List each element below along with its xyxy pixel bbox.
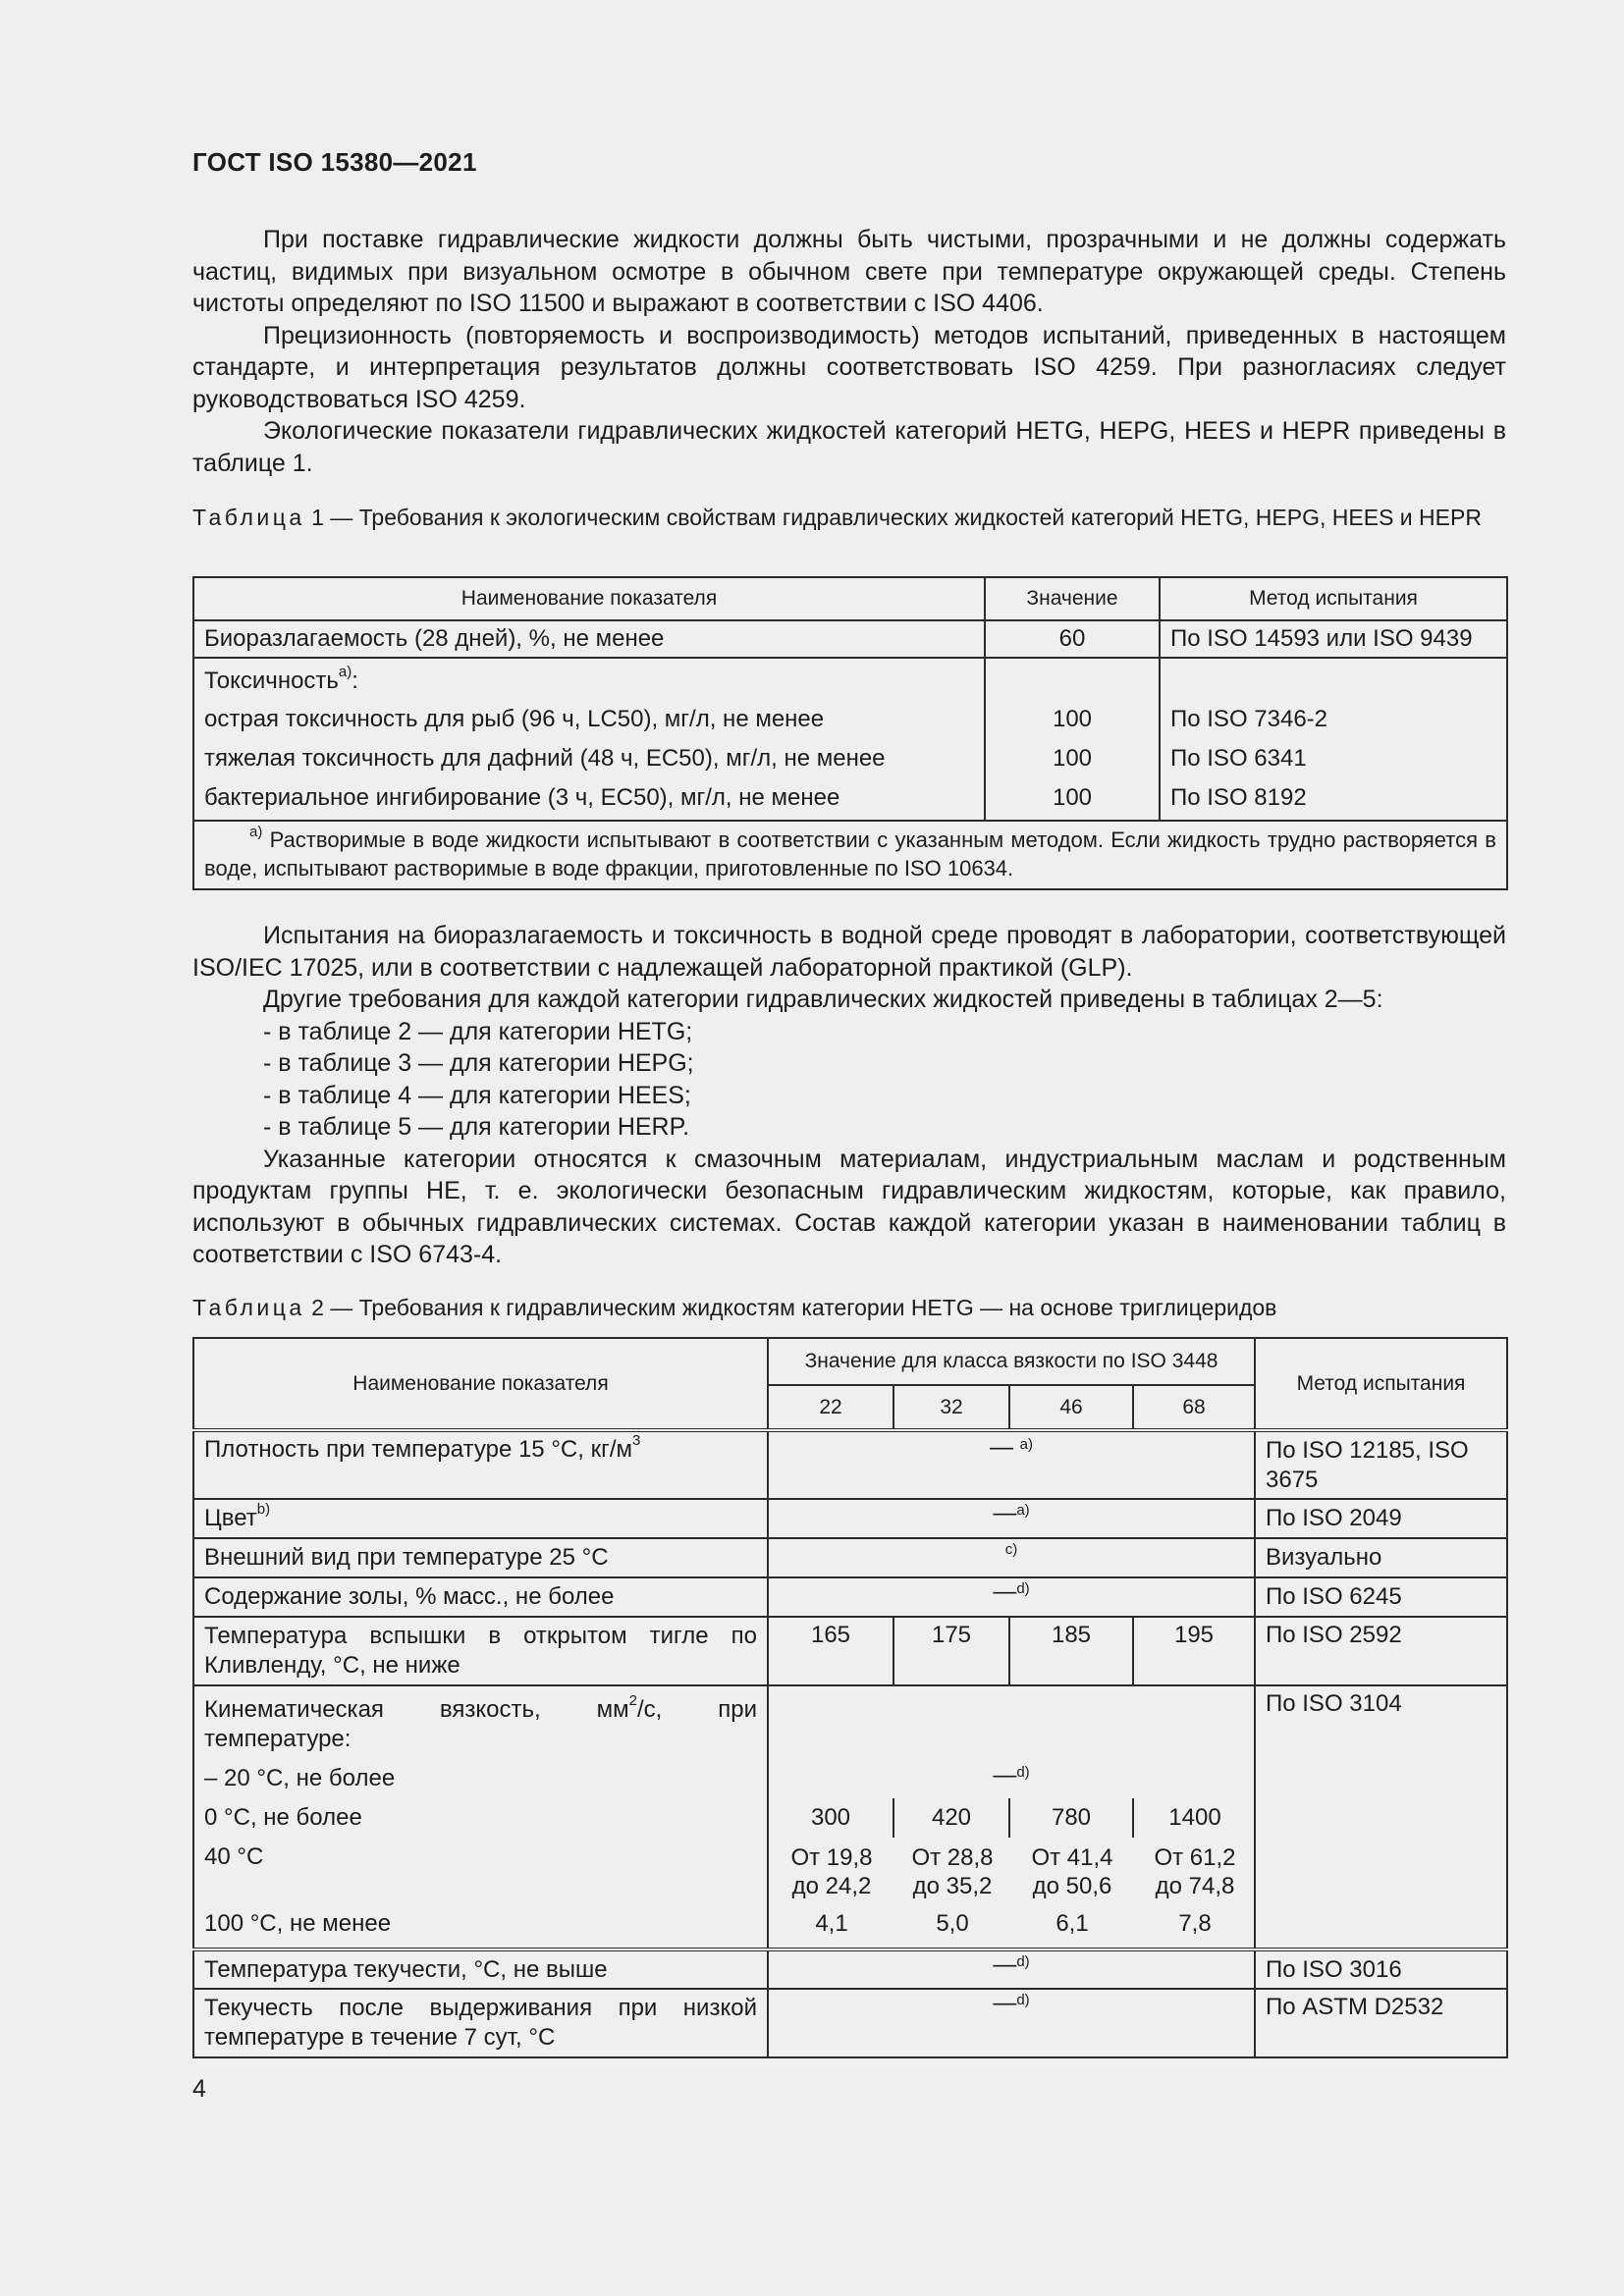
header-method: Метод испытания: [1160, 577, 1507, 620]
list-item: - в таблице 4 — для категории HEES;: [263, 1081, 691, 1109]
table-2: [192, 1337, 1508, 2058]
paragraph: Указанные категории относятся к смазочным материалам, индустриальным маслам и родственным продуктам группы НЕ, т. е. экологически безопасным гидравлическим жидкостям, которые, как правило, используют в обычных гидравлических системах. Состав каждой категории указан в наименовании таблиц в соответствии с ISO 6743-4.: [192, 1145, 1506, 1268]
cell-method-group: [1160, 658, 1507, 821]
viscosity-values: [768, 1685, 1255, 1949]
cell-method: По ISO 2592: [1255, 1617, 1507, 1685]
color-label: Цвет: [204, 1505, 257, 1531]
visc-40-value: [769, 1838, 894, 1904]
note-mark: d): [1016, 1992, 1030, 2008]
table1-footnote: [193, 821, 1507, 889]
cell-name: Температура текучести, °С, не выше: [193, 1949, 768, 1989]
tox-row-value: 100: [1052, 706, 1093, 732]
cell-name-group: [193, 1685, 768, 1949]
document-header: ГОСТ ISO 15380—2021: [192, 147, 477, 177]
cell-value: [768, 1577, 1255, 1617]
table-footnote-row: [193, 821, 1507, 889]
tox-row-method: По ISO 8192: [1170, 784, 1307, 811]
paragraph: Другие требования для каждой категории гидравлических жидкостей приведены в таблицах 2—5:: [263, 986, 1383, 1013]
paragraph: Прецизионность (повторяемость и воспроизводимость) методов испытаний, приведенных в настоящем стандарте, и интерпретация результатов должны соответствовать ISO 4259. При разногласиях следует руководствоваться ISO 4259.: [192, 321, 1506, 413]
paragraph: Испытания на биоразлагаемость и токсичность в водной среде проводят в лаборатории, соответствующей ISO/IEC 17025, или в соответствии с надлежащей лабораторной практикой (GLP).: [192, 922, 1506, 982]
cell-method: Визуально: [1255, 1538, 1507, 1577]
table-row: [193, 658, 1507, 821]
table-row: [193, 1499, 1507, 1538]
visc-0-value: 420: [894, 1798, 1010, 1838]
note-mark: a): [1016, 1502, 1030, 1519]
visc-40-value: [1134, 1838, 1256, 1904]
visc-100-value: 4,1: [815, 1910, 848, 1937]
table-row-viscosity: [193, 1685, 1507, 1949]
cell-value-group: [985, 658, 1160, 821]
caption-label: Таблица: [192, 505, 305, 530]
header-method: Метод испытания: [1255, 1338, 1507, 1430]
paragraph: При поставке гидравлические жидкости должны быть чистыми, прозрачными и не должны содержать частиц, видимых при визуальном осмотре в обычном свете при температуре окружающей среды. Степень чистоты определяют по ISO 11500 и выражают в соответствии с ISO 4406.: [192, 226, 1506, 317]
tox-colon: :: [352, 667, 358, 694]
note-mark: c): [1004, 1541, 1018, 1558]
tox-row-method: По ISO 6341: [1170, 745, 1307, 772]
cell-name: [193, 1499, 768, 1538]
range-to: до 35,2: [912, 1873, 993, 1899]
caption-text: 1 — Требования к экологическим свойствам гидравлических жидкостей категорий HETG, HEPG, HEES и HEPR: [311, 505, 1482, 530]
cell-name: Внешний вид при температуре 25 °С: [193, 1538, 768, 1577]
tox-row-value: 100: [1052, 745, 1093, 772]
list-item: - в таблице 2 — для категории HETG;: [263, 1017, 693, 1045]
density-unit-sup: 3: [632, 1432, 641, 1449]
table-row: [193, 1949, 1507, 1989]
cell-name: [193, 1430, 768, 1499]
cell-value: [768, 1499, 1255, 1538]
range-to: до 74,8: [1155, 1873, 1235, 1899]
table-row: [193, 1989, 1507, 2057]
header-value-group: Значение для класса вязкости по ISO 3448: [768, 1338, 1255, 1385]
dash: —: [993, 1500, 1017, 1526]
cell-value: 175: [893, 1617, 1009, 1685]
visc-40-value: [894, 1838, 1010, 1904]
cell-method: По ISO 3016: [1255, 1949, 1507, 1989]
table-header-row: [193, 1338, 1507, 1385]
viscosity-m20-value: [769, 1759, 1254, 1798]
tox-row-method: По ISO 7346-2: [1170, 706, 1328, 732]
visc-40-value: [1010, 1838, 1134, 1904]
range-from: От 61,2: [1154, 1844, 1236, 1871]
visc-0-value: 300: [769, 1798, 894, 1838]
list-item: - в таблице 5 — для категории HERP.: [263, 1113, 690, 1141]
table-row: [193, 1617, 1507, 1685]
visc-100-value: 5,0: [936, 1910, 969, 1937]
range-from: От 41,4: [1031, 1844, 1113, 1871]
page-number: 4: [192, 2075, 206, 2103]
dash: —: [993, 1762, 1017, 1789]
density-label: Плотность при температуре 15 °С, кг/м: [204, 1436, 633, 1463]
middle-text: [192, 920, 1506, 1271]
table2-caption: [192, 1294, 1506, 1322]
caption-label: Таблица: [192, 1295, 305, 1320]
viscosity-label-b: /с, при температуре:: [204, 1696, 757, 1752]
tox-row-name: острая токсичность для рыб (96 ч, LC50), мг/л, не менее: [204, 706, 825, 732]
color-mark: b): [256, 1501, 271, 1518]
dash: —: [993, 1578, 1017, 1605]
range-from: От 28,8: [911, 1844, 994, 1871]
viscosity-grid: [769, 1798, 1254, 1944]
header-class: 46: [1009, 1385, 1133, 1430]
note-mark: d): [1016, 1580, 1030, 1597]
viscosity-temp: – 20 °С, не более: [204, 1765, 396, 1791]
table-header-row: [193, 577, 1507, 620]
cell-value: 60: [985, 620, 1160, 658]
cell-value: [768, 1430, 1255, 1499]
viscosity-unit-sup: 2: [628, 1692, 637, 1709]
header-value: Значение: [985, 577, 1160, 620]
tox-row-name: бактериальное ингибирование (3 ч, EC50), мг/л, не менее: [204, 784, 840, 811]
cell-value: [768, 1949, 1255, 1989]
viscosity-label-a: Кинематическая вязкость, мм: [204, 1696, 629, 1723]
cell-method: По ISO 2049: [1255, 1499, 1507, 1538]
dash: —: [989, 1434, 1013, 1461]
cell-value: 165: [768, 1617, 893, 1685]
cell-value: [768, 1538, 1255, 1577]
note-mark: d): [1016, 1764, 1030, 1781]
header-class: 22: [768, 1385, 893, 1430]
cell-value: 195: [1133, 1617, 1255, 1685]
range-to: до 50,6: [1032, 1873, 1112, 1899]
dash: —: [993, 1951, 1017, 1978]
cell-method: По ISO 12185, ISO 3675: [1255, 1430, 1507, 1499]
cell-method: По ISO 14593 или ISO 9439: [1160, 620, 1507, 658]
table-row: [193, 620, 1507, 658]
list-item: - в таблице 3 — для категории HEPG;: [263, 1049, 694, 1077]
intro-text: [192, 224, 1506, 479]
visc-0-value: 1400: [1168, 1804, 1221, 1831]
viscosity-temp: 100 °С, не менее: [204, 1910, 392, 1937]
cell-name-group: [193, 658, 985, 821]
cell-name: Текучесть после выдерживания при низкой температуре в течение 7 сут, °С: [193, 1989, 768, 2057]
viscosity-label: [204, 1690, 757, 1759]
table-row: [193, 1538, 1507, 1577]
cell-value: [768, 1989, 1255, 2057]
note-mark: d): [1016, 1953, 1030, 1970]
tox-row-value: 100: [1052, 784, 1093, 811]
viscosity-temp: 0 °С, не более: [204, 1804, 362, 1831]
viscosity-temp: 40 °С: [204, 1843, 264, 1870]
cell-method: По ISO 6245: [1255, 1577, 1507, 1617]
note-mark: a): [1019, 1436, 1033, 1453]
table-row: [193, 1430, 1507, 1499]
paragraph: Экологические показатели гидравлических жидкостей категорий HETG, HEPG, HEES и HEPR приведены в таблице 1.: [192, 417, 1506, 477]
tox-title: Токсичность: [204, 667, 339, 694]
dash: —: [993, 1990, 1017, 2016]
visc-100-value: 6,1: [1056, 1910, 1089, 1937]
cell-value: 185: [1009, 1617, 1133, 1685]
tox-row-name: тяжелая токсичность для дафний (48 ч, EC50), мг/л, не менее: [204, 745, 886, 772]
tox-mark: a): [338, 664, 352, 680]
table-row: [193, 1577, 1507, 1617]
visc-0-value: 780: [1010, 1798, 1134, 1838]
table-1: [192, 576, 1508, 890]
header-class: 68: [1133, 1385, 1255, 1430]
caption-text: 2 — Требования к гидравлическим жидкостям категории HETG — на основе триглицеридов: [311, 1295, 1277, 1320]
header-name: Наименование показателя: [193, 1338, 768, 1430]
range-to: до 24,2: [791, 1873, 872, 1899]
header-name: Наименование показателя: [193, 577, 985, 620]
cell-method: По ISO 3104: [1255, 1685, 1507, 1949]
cell-name: Температура вспышки в открытом тигле по Кливленду, °С, не ниже: [193, 1617, 768, 1685]
cell-method: По ASTM D2532: [1255, 1989, 1507, 2057]
cell-name: Содержание золы, % масс., не более: [193, 1577, 768, 1617]
header-class: 32: [893, 1385, 1009, 1430]
footnote-text: Растворимые в воде жидкости испытывают в соответствии с указанным методом. Если жидкость трудно растворяется в воде, испытывают растворимые в воде фракции, приготовленные по ISO 10634.: [204, 828, 1496, 881]
cell-name: Биоразлагаемость (28 дней), %, не менее: [193, 620, 985, 658]
footnote-mark: a): [249, 823, 263, 840]
range-from: От 19,8: [790, 1844, 873, 1871]
visc-100-value: 7,8: [1178, 1910, 1212, 1937]
table1-caption: [192, 504, 1506, 532]
